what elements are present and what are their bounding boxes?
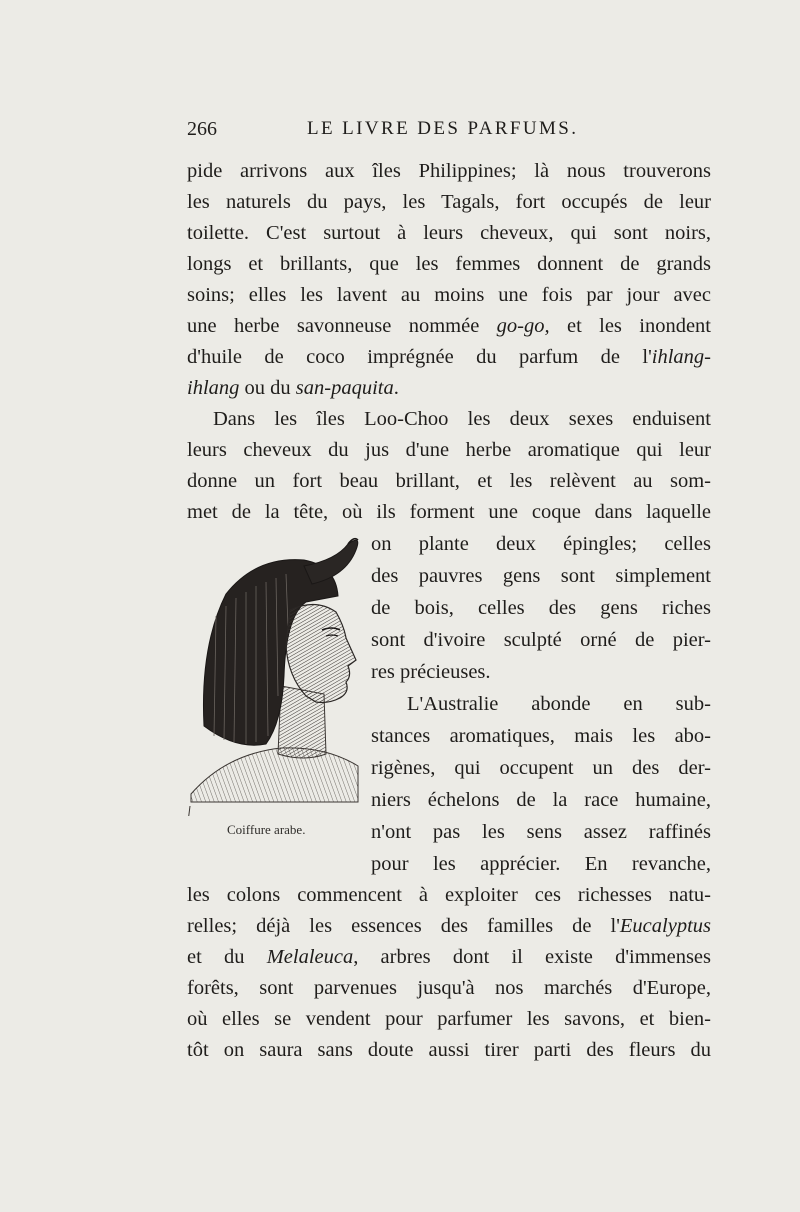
italic-term: Melaleuca bbox=[266, 946, 354, 968]
coiffure-engraving bbox=[186, 526, 366, 816]
italic-term: ihlang bbox=[187, 377, 240, 399]
figure-caption: Coiffure arabe. bbox=[227, 822, 306, 837]
text-line: forêts, sont parvenues jusqu'à nos marchés d'Europe, bbox=[187, 977, 711, 999]
text-line: les naturels du pays, les Tagals, fort occupés de leur bbox=[187, 191, 711, 213]
text-run: et du bbox=[187, 946, 267, 968]
text-line bbox=[187, 942, 711, 972]
text-run: . bbox=[393, 377, 399, 399]
text-line: stances aromatiques, mais les abo- bbox=[371, 725, 711, 747]
page-header bbox=[187, 118, 711, 142]
text-line: donne un fort beau brillant, et les relèvent au som- bbox=[187, 470, 711, 492]
running-head: LE LIVRE DES PARFUMS. bbox=[307, 118, 579, 139]
text-line: soins; elles les lavent au moins une fois par jour avec bbox=[187, 284, 711, 306]
text-line: toilette. C'est surtout à leurs cheveux, qui sont noirs, bbox=[187, 222, 711, 244]
text-line: leurs cheveux du jus d'une herbe aromatique qui leur bbox=[187, 439, 711, 461]
text-line: Dans les îles Loo-Choo les deux sexes enduisent bbox=[213, 408, 711, 430]
text-line: niers échelons de la race humaine, bbox=[371, 789, 711, 811]
text-line: tôt on saura sans doute aussi tirer parti des fleurs du bbox=[187, 1039, 711, 1061]
text-line: sont d'ivoire sculpté orné de pier- bbox=[371, 629, 711, 651]
text-line: L'Australie abonde en sub- bbox=[407, 693, 711, 715]
text-run: d'huile de coco imprégnée du parfum de l' bbox=[187, 346, 652, 368]
text-line: pour les apprécier. En revanche, bbox=[371, 853, 711, 875]
text-line: pide arrivons aux îles Philippines; là nous trouverons bbox=[187, 160, 711, 182]
text-line: des pauvres gens sont simplement bbox=[371, 565, 711, 587]
text-line: n'ont pas les sens assez raffinés bbox=[371, 821, 711, 843]
text-line bbox=[187, 311, 711, 341]
text-run: et les inondent bbox=[549, 315, 711, 337]
text-line: on plante deux épingles; celles bbox=[371, 533, 711, 555]
text-run: relles; déjà les essences des familles de l' bbox=[187, 915, 620, 937]
text-run: ou du bbox=[239, 377, 296, 399]
text-line bbox=[187, 911, 711, 941]
text-line bbox=[187, 373, 711, 403]
page-number: 266 bbox=[187, 118, 217, 140]
italic-term: ihlang- bbox=[651, 346, 711, 368]
text-line: où elles se vendent pour parfumer les savons, et bien- bbox=[187, 1008, 711, 1030]
text-line: met de la tête, où ils forment une coque dans laquelle bbox=[187, 501, 711, 523]
italic-term: san-paquita bbox=[295, 377, 394, 399]
text-run: , arbres dont il existe d'immenses bbox=[353, 946, 712, 968]
text-line: rigènes, qui occupent un des der- bbox=[371, 757, 711, 779]
italic-term: Eucalyptus bbox=[619, 915, 711, 937]
text-run: une herbe savonneuse nommée bbox=[187, 315, 497, 337]
text-line: de bois, celles des gens riches bbox=[371, 597, 711, 619]
text-line: les colons commencent à exploiter ces richesses natu- bbox=[187, 884, 711, 906]
text-line: res précieuses. bbox=[371, 661, 491, 683]
text-line: longs et brillants, que les femmes donnent de grands bbox=[187, 253, 711, 275]
text-line bbox=[187, 342, 711, 372]
italic-term: go-go, bbox=[496, 315, 550, 337]
